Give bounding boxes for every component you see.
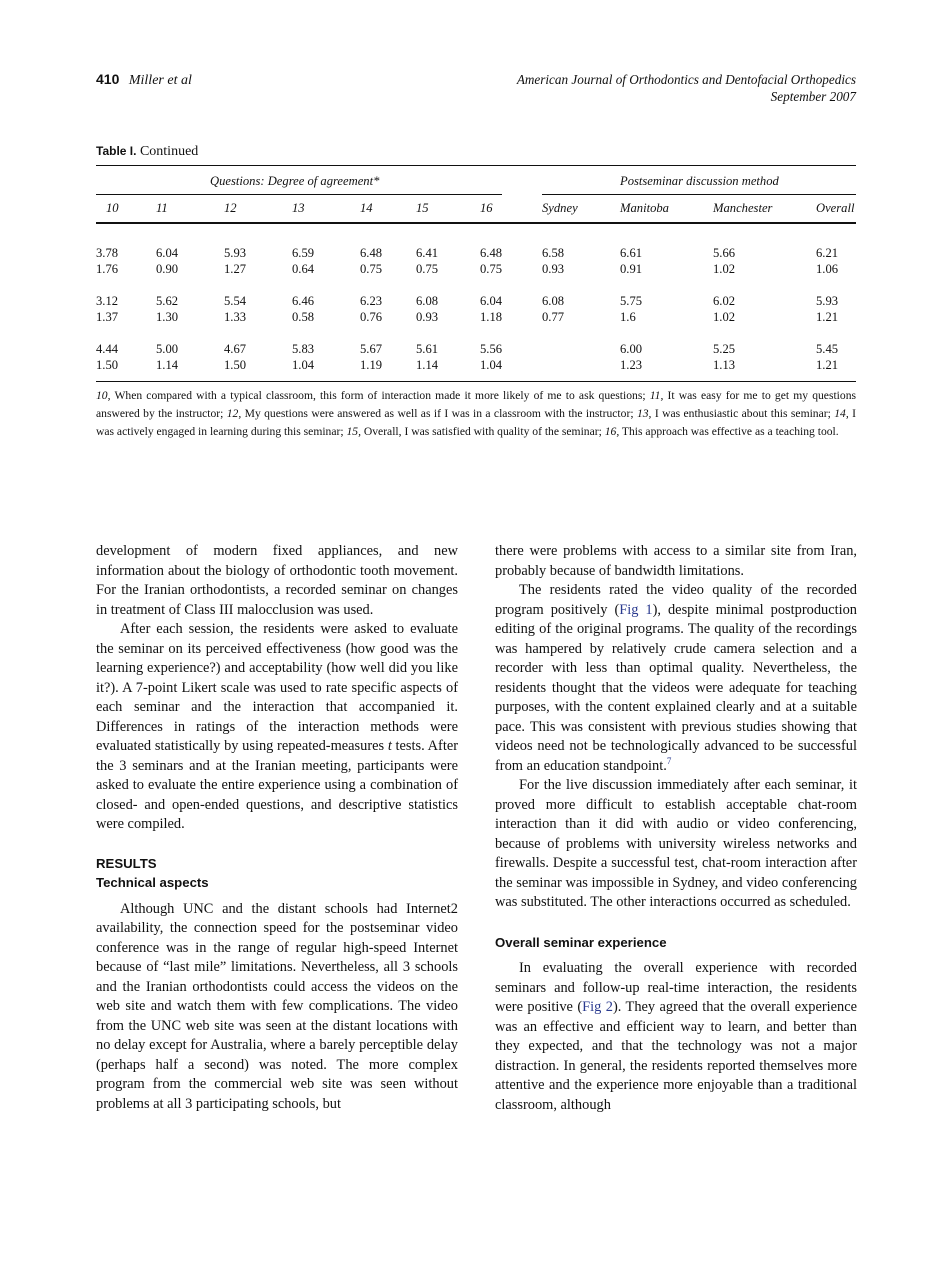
column-header: Sydney: [542, 201, 578, 215]
table-cell: 5.83: [292, 342, 315, 356]
text-run: The residents rated the video quality of the recorded program positively (: [495, 582, 857, 618]
table-cell: 5.45: [816, 342, 839, 356]
column-header: Overall: [816, 201, 855, 215]
footnote-question-number: 16,: [604, 425, 620, 438]
group-header-postseminar: Postseminar discussion method: [620, 174, 779, 188]
table-cell: 1.04: [292, 358, 315, 372]
table-cell: 1.02: [713, 262, 736, 276]
table-footnote: [96, 387, 856, 441]
table-cell: 6.58: [542, 246, 565, 260]
running-header-left: [96, 71, 192, 89]
paragraph: [495, 959, 857, 1115]
text-run: In evaluating the overall experience with recorded seminars and follow-up real-time interaction, the residents were positive (: [495, 960, 857, 1015]
journal-name: American Journal of Orthodontics and Dentofacial Orthopedics: [516, 72, 856, 87]
table-cell: 6.00: [620, 342, 643, 356]
text-run: tests. After the 3 seminars and at the Iranian meeting, participants were asked to evaluate the entire experience using a combination of closed- and open-ended questions, and descriptive statistics were compiled.: [96, 738, 458, 832]
footnote-question-text: It was easy for me to get my questions answered by the instructor;: [96, 389, 856, 420]
paragraph: [96, 620, 458, 835]
text-run: After each session, the residents were asked to evaluate the seminar on its perceived effectiveness (how good was the learning experience?) and acceptability (how well did you like it?). A 7-point Likert scale was used to rate specific aspects of each seminar and the interaction that accompanied it. Differences in ratings of the interaction methods were evaluated statistically by using repeated-measures: [96, 621, 458, 754]
table-title: [96, 144, 198, 160]
column-header: Manchester: [713, 201, 773, 215]
table-cell: 6.02: [713, 294, 736, 308]
figure-link-fig2[interactable]: Fig 2: [582, 999, 613, 1015]
table-cell: 1.27: [224, 262, 247, 276]
running-header-right: [517, 71, 856, 105]
table-cell: 1.37: [96, 310, 119, 324]
text-run: ), despite minimal postproduction editing of the original programs. The quality of the recordings was hampered by relatively crude camera selection and a recorder with less than optimal quality. Nevertheless, the residents thought that the videos were adequate for teaching purposes, with the content explained clearly and at a suitable pace. This was consistent with previous studies showing that videos need not be technologically advanced to be successful from an education standpoint.: [495, 601, 857, 774]
body-column-right: [495, 542, 857, 1115]
footnote-question-text: This approach was effective as a teaching tool.: [619, 425, 839, 438]
figure-link-fig1[interactable]: Fig 1: [619, 601, 653, 618]
text-run: ). They agreed that the overall experience was an effective and efficient way to learn, and better than they expected, and that the technology was not a major distraction. In general, the residents reported themselves more attentive and the experience more enjoyable than a traditional classroom, although: [495, 999, 858, 1113]
table-cell: 0.77: [542, 310, 565, 324]
table-cell: 6.08: [542, 294, 565, 308]
table-cell: 4.67: [224, 342, 247, 356]
footnote-question-number: 10,: [96, 389, 111, 402]
table-cell: 1.14: [156, 358, 179, 372]
table-cell: 0.93: [542, 262, 565, 276]
table-cell: 1.04: [480, 358, 503, 372]
table-cell: 1.33: [224, 310, 247, 324]
table-cell: 6.23: [360, 294, 383, 308]
table-cell: 6.48: [360, 246, 383, 260]
footnote-question-number: 14,: [834, 407, 849, 420]
footnote-question-number: 15,: [346, 425, 361, 438]
table-cell: 1.13: [713, 358, 736, 372]
table-cell: 5.93: [224, 246, 247, 260]
table-cell: 6.46: [292, 294, 315, 308]
group-header-questions: Questions: Degree of agreement*: [210, 174, 380, 188]
column-header: Manitoba: [620, 201, 669, 215]
table-cell: 0.76: [360, 310, 383, 324]
column-header: 10: [106, 201, 119, 215]
section-heading-results: RESULTS: [96, 855, 157, 871]
paragraph: For the live discussion immediately after each seminar, it proved more difficult to establish acceptable chat-room interaction than it did with audio or video conferencing, because of problems with university wireless networks and firewalls. Despite a successful test, chat-room interaction after the seminar was impossible in Sydney, and video conferencing was substituted. The other interactions occurred as scheduled.: [495, 777, 857, 910]
group-rule-questions: [96, 194, 502, 195]
table-cell: 3.78: [96, 246, 119, 260]
table-cell: 1.02: [713, 310, 736, 324]
body-column-left: [96, 542, 458, 1114]
column-header: 16: [480, 201, 493, 215]
reference-link[interactable]: 7: [666, 755, 672, 766]
footnote-question-text: My questions were answered as well as if I was in a classroom with the instructor;: [241, 407, 637, 420]
italic-t: t: [387, 738, 392, 754]
issue-date: September 2007: [770, 89, 856, 104]
column-header: 12: [224, 201, 237, 215]
table-cell: 6.04: [480, 294, 503, 308]
table-cell: 0.58: [292, 310, 315, 324]
group-rule-postseminar: [542, 194, 856, 195]
table-cell: 1.06: [816, 262, 839, 276]
table-cell: 1.14: [416, 358, 439, 372]
table-cell: 4.44: [96, 342, 119, 356]
table-cell: 6.41: [416, 246, 439, 260]
footnote-question-text: When compared with a typical classroom, this form of interaction made it more likely of me to ask questions;: [110, 389, 650, 402]
footnote-question-text: Overall, I was satisfied with quality of the seminar;: [360, 425, 605, 438]
table-cell: 1.18: [480, 310, 503, 324]
paragraph: Although UNC and the distant schools had Internet2 availability, the connection speed for the postseminar video conference was in the range of regular high-speed Internet because of “last mile” limitations. Nevertheless, all 3 schools and the Iranian orthodontists could access the videos on the web site and watch them with few complications. The video from the UNC web site was seen at the distant locations with no delay except for Australia, where a barely perceptible delay (perhaps half a second) was noted. The more complex program from the commercial web site was seen without problems at all 3 participating schools, but: [96, 900, 458, 1112]
table-cell: 6.48: [480, 246, 503, 260]
table-cell: 0.64: [292, 262, 315, 276]
page-number: 410: [96, 71, 120, 87]
footnote-question-text: I was enthusiastic about this seminar;: [651, 407, 835, 420]
table-cell: 1.76: [96, 262, 119, 276]
table-cell: 1.19: [360, 358, 383, 372]
subsection-heading-technical: Technical aspects: [96, 875, 209, 890]
footnote-question-number: 11,: [649, 389, 664, 402]
paragraph: [495, 581, 857, 776]
table-cell: 6.21: [816, 246, 839, 260]
table-title-text: Continued: [139, 144, 199, 159]
table-cell: 1.21: [816, 310, 839, 324]
table-cell: 6.61: [620, 246, 643, 260]
column-header: 13: [292, 201, 305, 215]
table-cell: 5.75: [620, 294, 643, 308]
table-cell: 0.90: [156, 262, 179, 276]
table-cell: 1.21: [816, 358, 839, 372]
table-cell: 1.30: [156, 310, 179, 324]
table-cell: 1.23: [620, 358, 643, 372]
table-cell: 0.75: [480, 262, 503, 276]
subsection-heading-overall: Overall seminar experience: [495, 934, 667, 950]
table-cell: 3.12: [96, 294, 119, 308]
table-cell: 6.59: [292, 246, 315, 260]
table-cell: 1.50: [224, 358, 247, 372]
table-cell: 0.93: [416, 310, 439, 324]
table-cell: 5.66: [713, 246, 736, 260]
table-header-rule: [96, 222, 856, 224]
table-cell: 5.67: [360, 342, 383, 356]
table-cell: 5.62: [156, 294, 179, 308]
table-cell: 5.54: [224, 294, 247, 308]
column-header: 14: [360, 201, 373, 215]
footnote-question-text: I was actively engaged in learning during this seminar;: [96, 407, 856, 438]
table-cell: 0.75: [360, 262, 383, 276]
table-cell: 5.00: [156, 342, 179, 356]
table-cell: 0.75: [416, 262, 439, 276]
footnote-question-number: 12,: [226, 407, 242, 420]
paragraph: development of modern fixed appliances, and new information about the biology of orthodontic tooth movement. For the Iranian orthodontists, a recorded seminar on changes in treatment of Class III malocclusion was used.: [96, 543, 458, 618]
table-cell: 5.61: [416, 342, 439, 356]
column-header: 11: [156, 201, 168, 215]
table-cell: 5.93: [816, 294, 839, 308]
column-header: 15: [416, 201, 429, 215]
table-cell: 6.08: [416, 294, 439, 308]
table-cell: 1.6: [620, 310, 636, 324]
table-top-rule: [96, 165, 856, 166]
table-label: Table I.: [96, 144, 137, 158]
table-cell: 5.25: [713, 342, 736, 356]
table-cell: 0.91: [620, 262, 643, 276]
table-cell: 5.56: [480, 342, 503, 356]
running-authors: Miller et al: [128, 73, 192, 88]
table-cell: 1.50: [96, 358, 119, 372]
table-bottom-rule: [96, 381, 856, 382]
footnote-question-number: 13,: [636, 407, 652, 420]
paragraph: there were problems with access to a similar site from Iran, probably because of bandwidth limitations.: [495, 543, 857, 579]
table-cell: 6.04: [156, 246, 179, 260]
